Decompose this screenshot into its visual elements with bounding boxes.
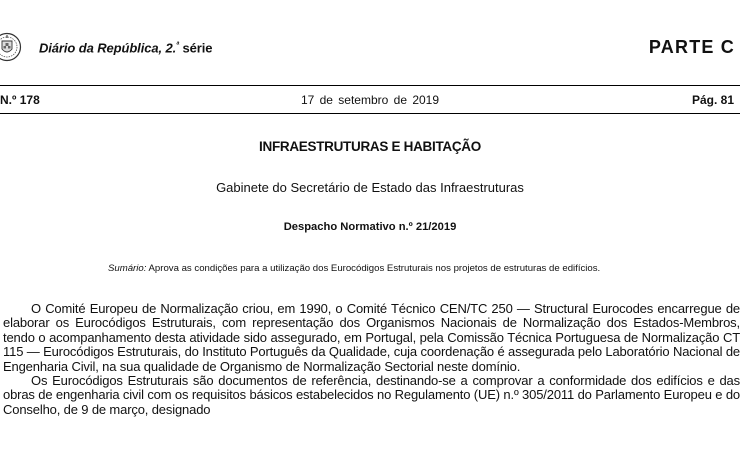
header-rule-bottom [0, 113, 740, 114]
header-rule-top [0, 85, 740, 86]
coat-of-arms-icon [0, 32, 22, 62]
summary-text: Aprova as condições para a utilização dos Eurocódigos Estruturais nos projetos de estruturas de edifícios. [148, 263, 601, 274]
publication-series: série [179, 40, 213, 56]
paragraph: Os Eurocódigos Estruturais são documentos de referência, destinando-se a comprovar a conformidade dos edifícios e das obras de engenharia civil com os requisitos básicos estabelecidos no Regulamento (UE) n.º 305/2011 do Parlamento Europeu e do Conselho, de 9 de março, designado [3, 373, 740, 417]
summary-label: Sumário: [108, 263, 147, 274]
office-heading: Gabinete do Secretário de Estado das Infraestruturas [216, 180, 524, 195]
issue-date: 17 de setembro de 2019 [300, 93, 440, 107]
publication-ordinal: ª [176, 40, 180, 49]
page-number: Pág. 81 [691, 93, 734, 107]
part-label: PARTE C [648, 37, 735, 57]
body-text [3, 302, 740, 417]
summary [108, 263, 686, 274]
publication-title: Diário da República, 2.$^ª$ série [39, 40, 213, 56]
paragraph: O Comité Europeu de Normalização criou, em 1990, o Comité Técnico CEN/TC 250 — Structural Eurocodes encarregue de elaborar os Eurocódigos Estruturais, com representação dos Organismos Nacionais de Normalização dos Estados-Membros, tendo o acompanhamento desta atividade sido assegurado, em Portugal, pela Comissão Técnica Portuguesa de Normalização CT 115 — Eurocódigos Estruturais, do Instituto Português da Qualidade, cuja coordenação é assegurada pelo Laboratório Nacional de Engenharia Civil, na sua qualidade de Organismo de Normalização Sectorial neste domínio. [3, 301, 740, 374]
despacho-title: Despacho Normativo n.º 21/2019 [283, 221, 457, 233]
section-heading: INFRAESTRUTURAS E HABITAÇÃO [259, 139, 481, 154]
issue-number: N.º 178 [0, 93, 40, 107]
